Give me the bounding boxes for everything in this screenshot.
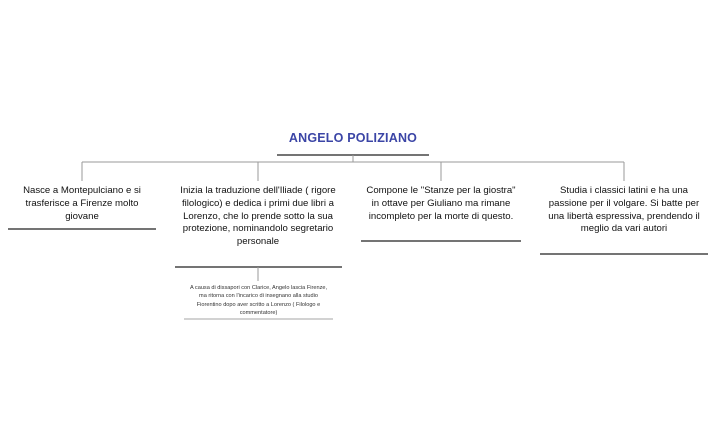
node-classici[interactable]: Studia i classici latini e ha una passione per il volgare. Si batte per una libertà espressiva, prendendo il meglio da vari autori <box>548 185 700 235</box>
node-stanze[interactable]: Compone le "Stanze per la giostra" in ottave per Giuliano ma rimane incompleto per la morte di questo. <box>366 185 516 222</box>
root-title[interactable]: ANGELO POLIZIANO <box>288 131 418 145</box>
subnode-clarice[interactable]: A causa di dissapori con Clarice, Angelo lascia Firenze, ma ritorna con l'incarico di insegnano alla studio Fiorentino dopo aver scritto a Lorenzo ( Filologo e commentatore) <box>189 285 328 317</box>
node-birth[interactable]: Nasce a Montepulciano e si trasferisce a Firenze molto giovane <box>23 185 141 222</box>
node-iliade[interactable]: Inizia la traduzione dell'Iliade ( rigore filologico) e dedica i primi due libri a Lorenzo, che lo prende sotto la sua protezione, nominandolo segretario personale <box>180 185 336 248</box>
